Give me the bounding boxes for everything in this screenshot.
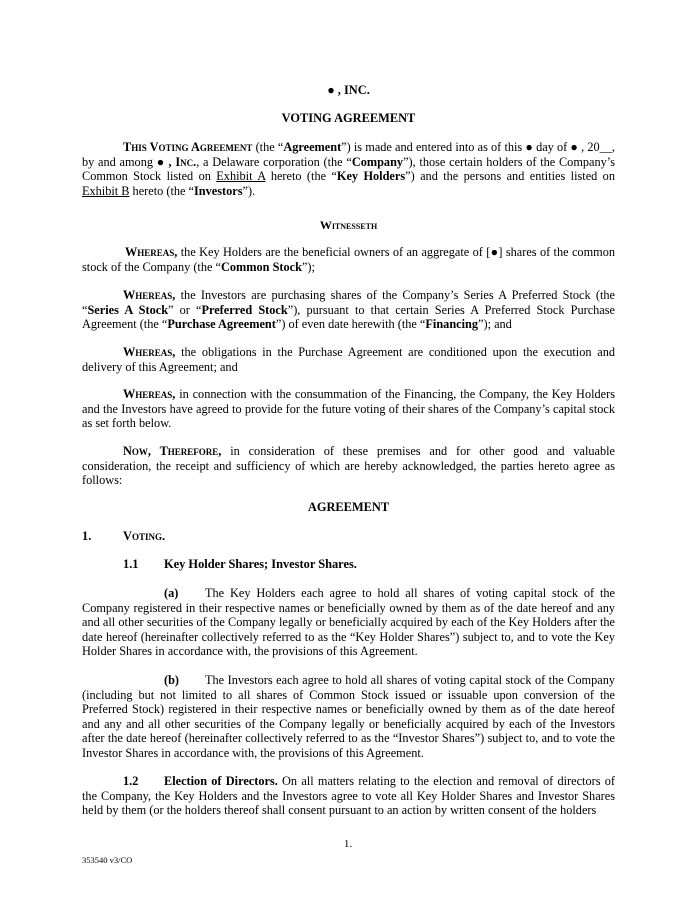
now-therefore-paragraph: Now, Therefore, in consideration of these premises and for other good and valuable consideration, the receipt and sufficiency of which are hereby acknowledged, the parties hereto agree as follows: bbox=[82, 444, 615, 488]
intro-paragraph: This Voting Agreement (the “Agreement”) is made and entered into as of this ● day of ● , 20__, by and among ● , Inc., a Delaware corporation (the “Company”), those certain holders of the Company’s Common Stock listed on Exhibit A hereto (the “Key Holders”) and the persons and entities listed on Exhibit B hereto (the “Investors”). bbox=[82, 140, 615, 198]
subsection-a-label: (a) bbox=[164, 586, 179, 600]
document-title: VOTING AGREEMENT bbox=[281, 111, 416, 125]
company-name: ● , INC. bbox=[327, 83, 370, 97]
section-1-2-number: 1.2 bbox=[123, 774, 139, 788]
agreement-heading: AGREEMENT bbox=[307, 500, 390, 514]
section-1-2: 1.2 Election of Directors. On all matters relating to the election and removal of directors of the Company, the Key Holders and the Investors agree to vote all Key Holder Shares and Investor Shares held by them (or the holders thereof shall consent pursuant to an action by written consent of the holders bbox=[82, 774, 615, 818]
subsection-b-label: (b) bbox=[164, 673, 180, 687]
section-1-title: Voting. bbox=[123, 529, 166, 543]
section-1-2-title: Election of Directors. bbox=[164, 774, 278, 788]
whereas-paragraph-3: Whereas, the obligations in the Purchase Agreement are conditioned upon the execution and delivery of this Agreement; and bbox=[82, 345, 615, 374]
subsection-b: (b) The Investors each agree to hold all shares of voting capital stock of the Company (including but not limited to all shares of Common Stock issued or issuable upon conversion of the Preferred Stock) registered in their respective names or beneficially owned by them as of the date hereof and any and all other securities of the Company legally or beneficially acquired by each of the Investors after the date hereof (hereinafter collectively referred to as the “Investor Shares”) subject to, and to vote the Investor Shares in accordance with, the provisions of this Agreement. bbox=[82, 673, 615, 760]
section-1-1-number: 1.1 bbox=[123, 557, 139, 571]
subsection-a: (a) The Key Holders each agree to hold all shares of voting capital stock of the Company registered in their respective names or beneficially owned by them as of the date hereof and any and all other securities of the Company legally or beneficially acquired by each of the Key Holders after the date hereof (hereinafter collectively referred to as the “Key Holder Shares”) subject to, and to vote the Key Holder Shares in accordance with, the provisions of this Agreement. bbox=[82, 586, 615, 659]
exhibit-b-link: Exhibit B bbox=[82, 183, 130, 198]
section-1-number: 1. bbox=[82, 529, 92, 543]
whereas-paragraph-1: Whereas, the Key Holders are the beneficial owners of an aggregate of [●] shares of the common stock of the Company (the “Common Stock”); bbox=[82, 245, 615, 274]
whereas-paragraph-2: Whereas, the Investors are purchasing shares of the Company’s Series A Preferred Stock (the “Series A Stock” or “Preferred Stock”), pursuant to that certain Series A Preferred Stock Purchase Agreement (the “Purchase Agreement”) of even date herewith (the “Financing”); and bbox=[82, 288, 616, 332]
intro-lead: This Voting Agreement bbox=[123, 140, 253, 154]
witnesseth-heading: Witnesseth bbox=[319, 218, 378, 232]
document-code: 353540 v3/CO bbox=[82, 855, 133, 865]
whereas-paragraph-4: Whereas, in connection with the consummation of the Financing, the Company, the Key Holders and the Investors have agreed to provide for the future voting of their shares of the Company’s capital stock as set forth below. bbox=[82, 387, 615, 431]
exhibit-a-link: Exhibit A bbox=[216, 169, 266, 184]
section-1-1-title: Key Holder Shares; Investor Shares. bbox=[164, 557, 357, 571]
page-number: 1. bbox=[343, 838, 353, 850]
